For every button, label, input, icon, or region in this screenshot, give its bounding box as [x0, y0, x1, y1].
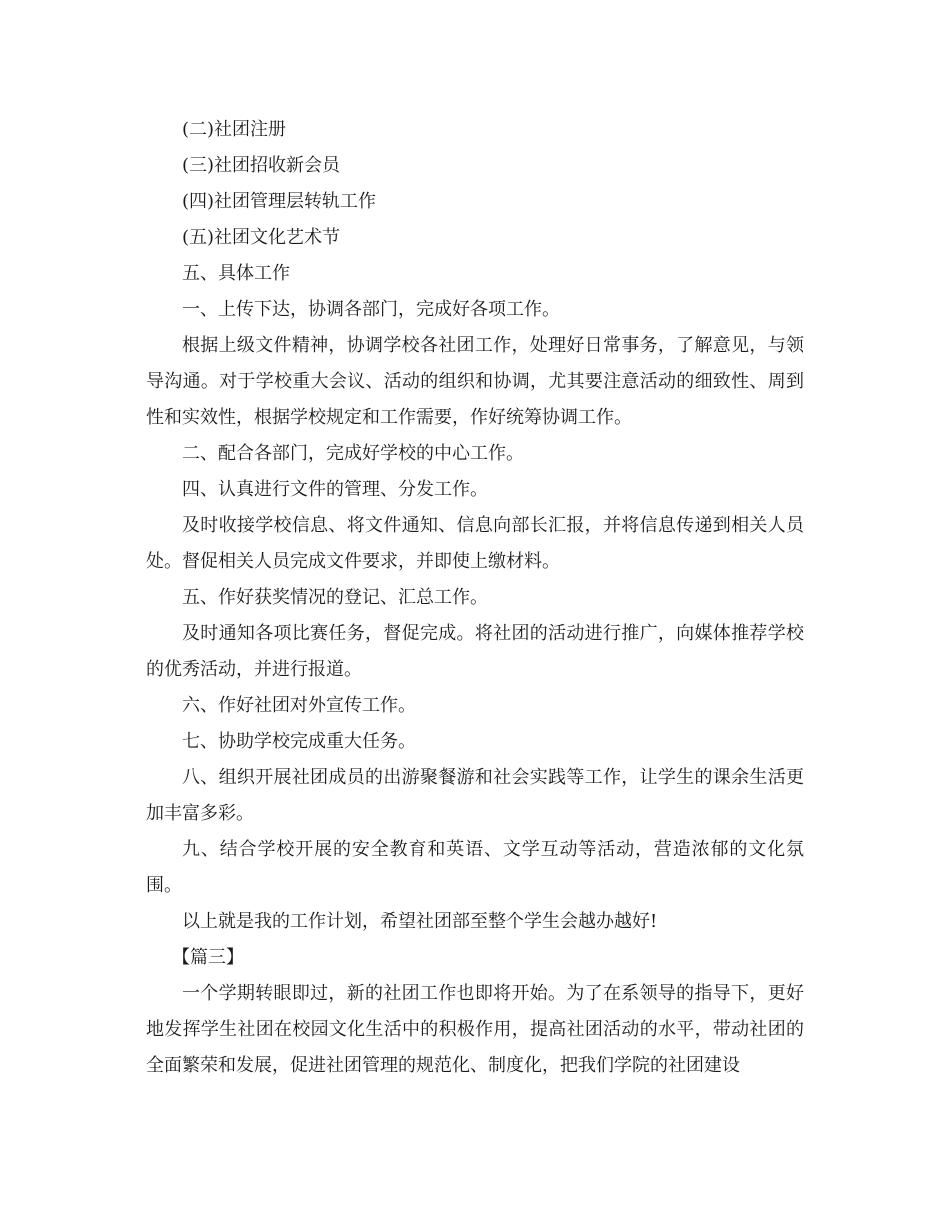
section-heading: 五、具体工作: [182, 263, 290, 284]
paragraph: (三)社团招收新会员: [182, 155, 341, 176]
paragraph: (二)社团注册: [182, 119, 287, 140]
paragraph: (四)社团管理层转轨工作: [182, 191, 377, 212]
paragraph: 四、认真进行文件的管理、分发工作。: [182, 479, 488, 500]
paragraph: 五、作好获奖情况的登记、汇总工作。: [182, 587, 488, 608]
paragraph: 根据上级文件精神，协调学校各社团工作，处理好日常事务，了解意见，与领导沟通。对于学校重大会议、活动的组织和协调，尤其要注意活动的细致性、周到性和实效性，根据学校规定和工作需要，作好统筹协调工作。: [146, 335, 804, 428]
paragraph: 七、协助学校完成重大任务。: [182, 731, 416, 752]
paragraph: 二、配合各部门，完成好学校的中心工作。: [182, 443, 524, 464]
paragraph: 及时收接学校信息、将文件通知、信息向部长汇报，并将信息传递到相关人员处。督促相关人员完成文件要求，并即使上缴材料。: [146, 515, 804, 572]
paragraph: (五)社团文化艺术节: [182, 227, 341, 248]
paragraph: 六、作好社团对外宣传工作。: [182, 695, 416, 716]
paragraph: 一、上传下达，协调各部门，完成好各项工作。: [182, 299, 560, 320]
paragraph: 八、组织开展社团成员的出游聚餐游和社会实践等工作，让学生的课余生活更加丰富多彩。: [146, 767, 804, 824]
section-heading: 【篇三】: [172, 947, 244, 968]
paragraph: 及时通知各项比赛任务，督促完成。将社团的活动进行推广，向媒体推荐学校的优秀活动，并进行报道。: [146, 623, 804, 680]
paragraph: 一个学期转眼即过，新的社团工作也即将开始。为了在系领导的指导下，更好地发挥学生社团在校园文化生活中的积极作用，提高社团活动的水平，带动社团的全面繁荣和发展，促进社团管理的规范化、制度化，把我们学院的社团建设: [146, 983, 804, 1076]
paragraph: 九、结合学校开展的安全教育和英语、文学互动等活动，营造浓郁的文化氛围。: [146, 839, 804, 896]
paragraph: 以上就是我的工作计划，希望社团部至整个学生会越办越好!: [182, 911, 658, 932]
document-body: [146, 112, 804, 1084]
